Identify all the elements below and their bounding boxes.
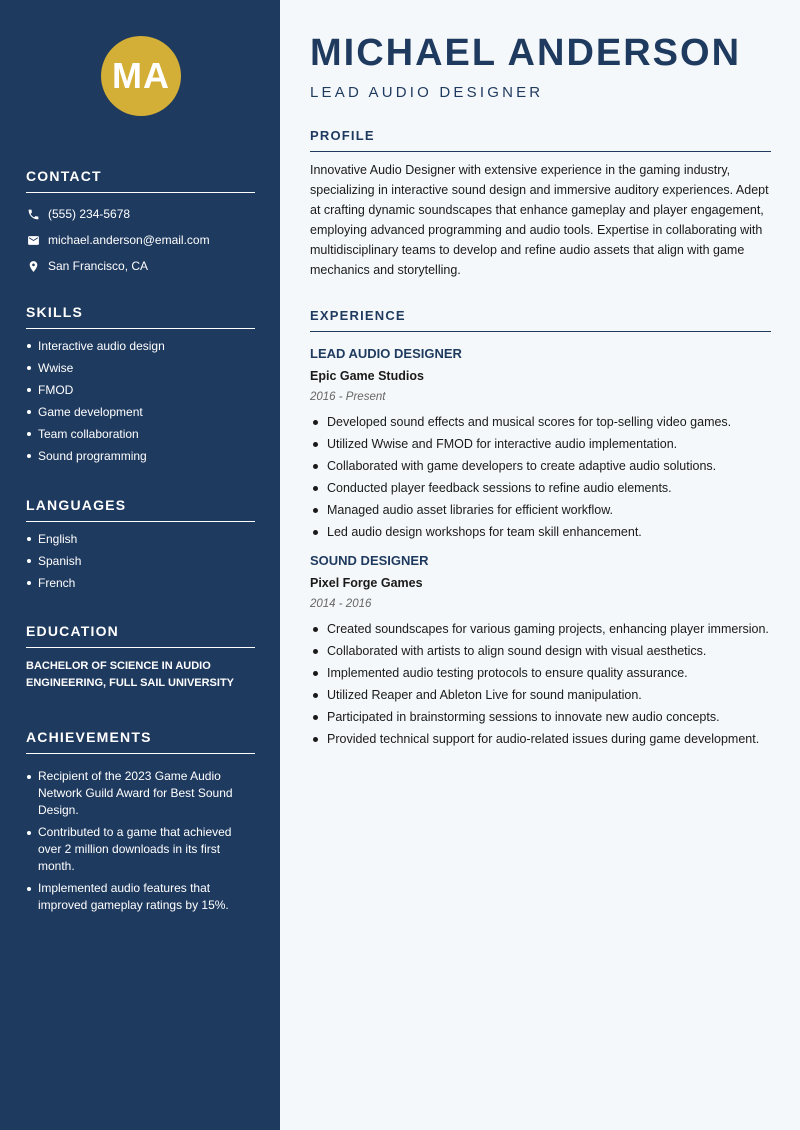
skill-item: Wwise [26, 361, 255, 375]
job-company: Epic Game Studios [310, 369, 424, 383]
achievement-item: Implemented audio features that improved gameplay ratings by 15%. [26, 880, 255, 914]
job-entry [310, 553, 771, 748]
languages-heading: LANGUAGES [26, 497, 255, 522]
profile-section [310, 128, 771, 280]
job-bullet: Collaborated with artists to align sound design with visual aesthetics. [310, 642, 771, 660]
job-company: Pixel Forge Games [310, 576, 423, 590]
skill-item: Sound programming [26, 449, 255, 463]
location-pin-icon [26, 259, 40, 273]
job-dates: 2016 - Present [310, 391, 386, 403]
sidebar [0, 0, 280, 1130]
achievements-section [26, 729, 255, 919]
job-role: SOUND DESIGNER [310, 553, 429, 568]
language-item: French [26, 576, 255, 590]
profile-text: Innovative Audio Designer with extensive experience in the gaming industry, specializing in interactive sound design and immersive auditory experiences. Adept at crafting dynamic soundscapes that enhance gameplay and player engagement, employing advanced programming and audio tools. Expertise in collaborating with multidisciplinary teams to develop and refine audio assets that align with game mechanics and storytelling. [310, 163, 769, 277]
profile-heading: PROFILE [310, 128, 771, 152]
job-bullet: Developed sound effects and musical scores for top-selling video games. [310, 413, 771, 431]
contact-email [26, 227, 255, 253]
contact-location [26, 253, 255, 279]
job-role: LEAD AUDIO DESIGNER [310, 346, 462, 361]
candidate-name: MICHAEL ANDERSON [310, 32, 742, 74]
job-bullet: Participated in brainstorming sessions to innovate new audio concepts. [310, 708, 771, 726]
initials-avatar: MA [101, 36, 181, 116]
achievement-item: Recipient of the 2023 Game Audio Network Guild Award for Best Sound Design. [26, 768, 255, 819]
skill-item: Interactive audio design [26, 339, 255, 353]
skill-item: Game development [26, 405, 255, 419]
phone-icon [26, 207, 40, 221]
skills-heading: SKILLS [26, 304, 255, 329]
achievements-list [26, 768, 255, 914]
contact-heading: CONTACT [26, 168, 255, 193]
candidate-title: LEAD AUDIO DESIGNER [310, 84, 544, 101]
phone-text: (555) 234-5678 [48, 207, 131, 221]
job-bullet: Utilized Wwise and FMOD for interactive audio implementation. [310, 435, 771, 453]
job-bullet: Implemented audio testing protocols to ensure quality assurance. [310, 664, 771, 682]
contact-section [26, 168, 255, 279]
job-dates: 2014 - 2016 [310, 598, 372, 610]
skills-section [26, 304, 255, 471]
job-bullet: Provided technical support for audio-related issues during game development. [310, 730, 771, 748]
email-icon [26, 233, 40, 247]
job-bullet: Led audio design workshops for team skill enhancement. [310, 523, 771, 541]
job-entry [310, 346, 771, 541]
job-bullets [310, 620, 771, 748]
education-heading: EDUCATION [26, 623, 255, 648]
contact-phone [26, 201, 255, 227]
education-section [26, 623, 255, 692]
achievement-item: Contributed to a game that achieved over 2 million downloads in its first month. [26, 824, 255, 875]
language-item: Spanish [26, 554, 255, 568]
experience-heading: EXPERIENCE [310, 308, 771, 332]
location-text: San Francisco, CA [48, 259, 149, 273]
job-bullet: Utilized Reaper and Ableton Live for sound manipulation. [310, 686, 771, 704]
job-bullet: Managed audio asset libraries for efficient workflow. [310, 501, 771, 519]
skills-list [26, 339, 255, 463]
job-bullets [310, 413, 771, 541]
skill-item: FMOD [26, 383, 255, 397]
email-text: michael.anderson@email.com [48, 233, 210, 247]
job-bullet: Created soundscapes for various gaming projects, enhancing player immersion. [310, 620, 771, 638]
languages-section [26, 497, 255, 598]
job-bullet: Collaborated with game developers to create adaptive audio solutions. [310, 457, 771, 475]
language-item: English [26, 532, 255, 546]
languages-list [26, 532, 255, 590]
education-degree: BACHELOR OF SCIENCE IN AUDIO ENGINEERING, FULL SAIL UNIVERSITY [26, 660, 235, 689]
experience-section [310, 308, 771, 752]
skill-item: Team collaboration [26, 427, 255, 441]
job-bullet: Conducted player feedback sessions to refine audio elements. [310, 479, 771, 497]
achievements-heading: ACHIEVEMENTS [26, 729, 255, 754]
